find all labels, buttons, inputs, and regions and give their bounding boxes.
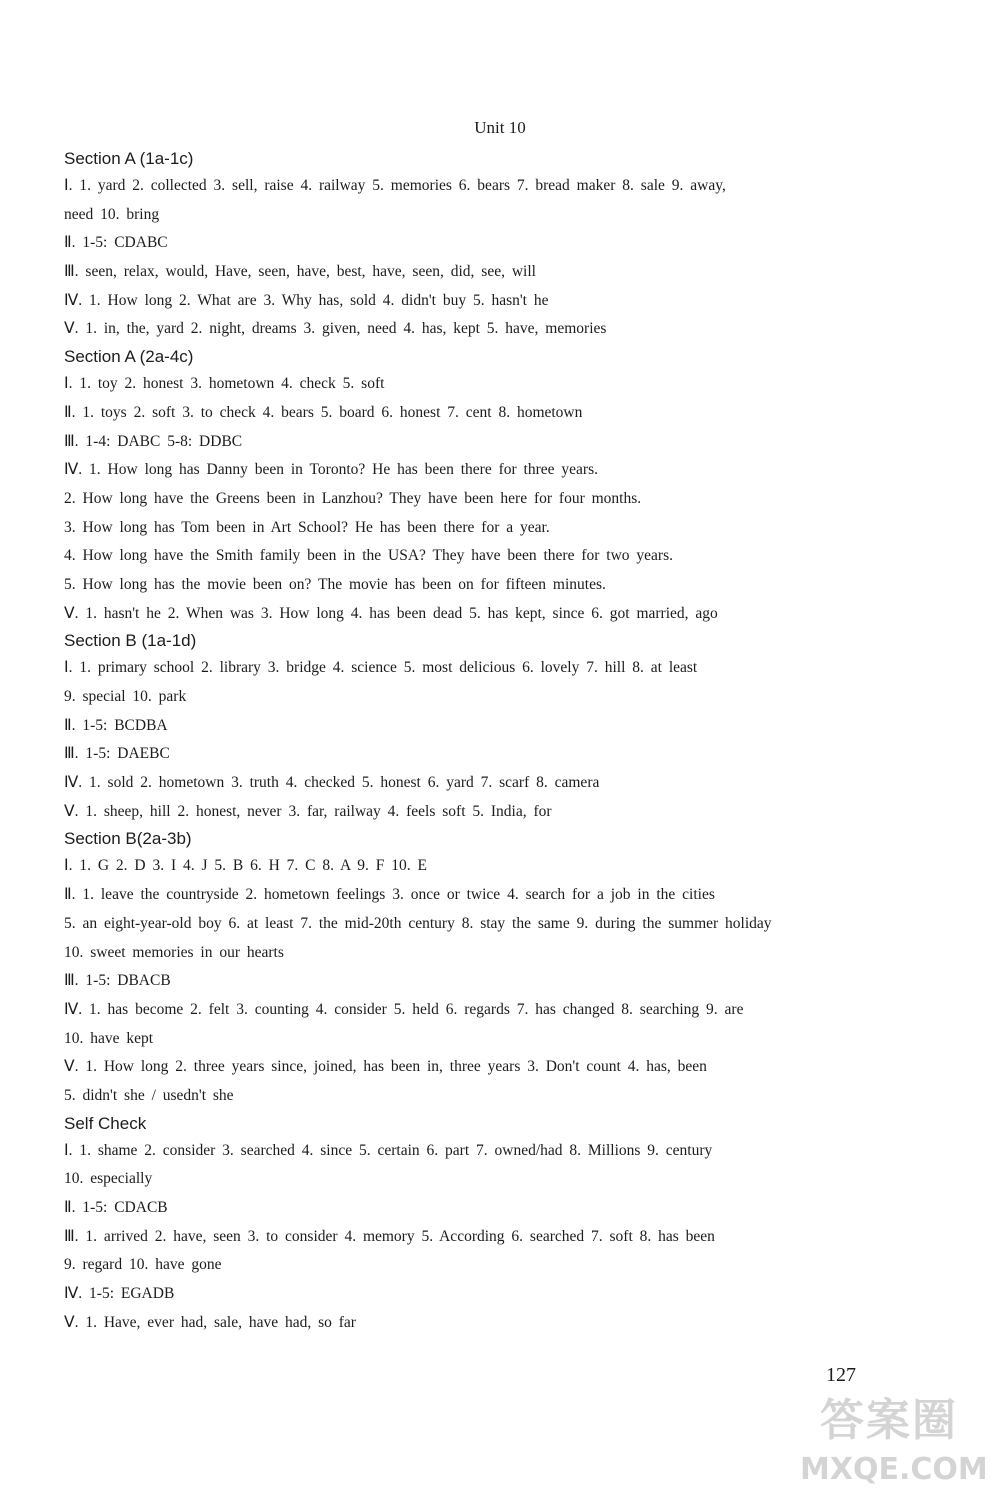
page-title: Unit 10 [474, 118, 526, 137]
answer-line: 10. especially [64, 1170, 153, 1188]
answer-content [64, 146, 914, 1337]
answer-line: Ⅲ. 1-5: DBACB [64, 972, 171, 990]
answer-line: Ⅴ. 1. in, the, yard 2. night, dreams 3. given, need 4. has, kept 5. have, memories [64, 320, 607, 338]
answer-line: Ⅳ. 1. has become 2. felt 3. counting 4. consider 5. held 6. regards 7. has changed 8. searching 9. are [64, 1000, 744, 1018]
answer-line: 4. How long have the Smith family been in the USA? They have been there for two years. [64, 547, 673, 565]
answer-line: 5. didn't she / usedn't she [64, 1086, 234, 1104]
answer-line: 9. regard 10. have gone [64, 1256, 222, 1274]
section-heading: Section B (1a-1d) [64, 631, 197, 651]
answer-line: Ⅱ. 1. toys 2. soft 3. to check 4. bears 5. board 6. honest 7. cent 8. hometown [64, 403, 583, 421]
answer-line: Ⅴ. 1. How long 2. three years since, joined, has been in, three years 3. Don't count 4. has, been [64, 1058, 707, 1076]
answer-line: Ⅰ. 1. primary school 2. library 3. bridge 4. science 5. most delicious 6. lovely 7. hill 8. at least [64, 659, 698, 677]
section-heading: Self Check [64, 1113, 147, 1133]
answer-line: 10. have kept [64, 1029, 154, 1047]
answer-line: Ⅳ. 1-5: EGADB [64, 1285, 175, 1303]
section [64, 1111, 914, 1338]
answer-line: Ⅲ. 1-5: DAEBC [64, 745, 170, 763]
answer-line: Ⅱ. 1-5: CDACB [64, 1199, 168, 1216]
answer-line: Ⅴ. 1. hasn't he 2. When was 3. How long 4. has been dead 5. has kept, since 6. got married, ago [64, 604, 718, 622]
page-number: 127 [826, 1364, 856, 1386]
answer-line: Ⅱ. 1. leave the countryside 2. hometown feelings 3. once or twice 4. search for a job in the cities [64, 886, 715, 904]
answer-line: Ⅲ. seen, relax, would, Have, seen, have, best, have, seen, did, see, will [64, 263, 536, 281]
answer-line: Ⅱ. 1-5: CDABC [64, 234, 168, 252]
answer-line: 5. How long has the movie been on? The movie has been on for fifteen minutes. [64, 575, 606, 593]
answer-line: Ⅰ. 1. yard 2. collected 3. sell, raise 4. railway 5. memories 6. bears 7. bread maker 8. sale 9. away, [64, 177, 726, 194]
answer-line: Ⅰ. 1. shame 2. consider 3. searched 4. since 5. certain 6. part 7. owned/had 8. Millions 9. century [64, 1141, 713, 1159]
watermark-text-bottom: MXQE.COM [800, 1452, 988, 1487]
answer-line: Ⅴ. 1. Have, ever had, sale, have had, so far [64, 1313, 356, 1331]
answer-line: 9. special 10. park [64, 688, 187, 705]
answer-line: 3. How long has Tom been in Art School? He has been there for a year. [64, 518, 550, 536]
section [64, 826, 914, 1110]
answer-line: Ⅰ. 1. toy 2. honest 3. hometown 4. check 5. soft [64, 375, 385, 393]
answer-line: Ⅰ. 1. G 2. D 3. I 4. J 5. B 6. H 7. C 8. A 9. F 10. E [64, 857, 427, 875]
answer-line: 2. How long have the Greens been in Lanzhou? They have been here for four months. [64, 489, 642, 507]
watermark-logo [800, 1392, 996, 1492]
section [64, 146, 914, 344]
answer-line: Ⅳ. 1. How long has Danny been in Toronto? He has been there for three years. [64, 461, 598, 479]
section-heading: Section B(2a-3b) [64, 829, 192, 849]
answer-line: Ⅳ. 1. How long 2. What are 3. Why has, sold 4. didn't buy 5. hasn't he [64, 291, 549, 309]
answer-line: Ⅴ. 1. sheep, hill 2. honest, never 3. far, railway 4. feels soft 5. India, for [64, 802, 552, 820]
section-heading: Section A (1a-1c) [64, 149, 194, 168]
answer-line: Ⅱ. 1-5: BCDBA [64, 716, 168, 734]
section [64, 628, 914, 826]
section [64, 344, 914, 628]
answer-line: 5. an eight-year-old boy 6. at least 7. the mid-20th century 8. stay the same 9. during the summer holiday [64, 914, 772, 932]
answer-line: Ⅳ. 1. sold 2. hometown 3. truth 4. checked 5. honest 6. yard 7. scarf 8. camera [64, 774, 600, 792]
answer-line: 10. sweet memories in our hearts [64, 943, 284, 961]
answer-line: need 10. bring [64, 205, 160, 223]
section-heading: Section A (2a-4c) [64, 347, 194, 367]
watermark-text-top: 答案圈 [820, 1395, 958, 1446]
answer-line: Ⅲ. 1. arrived 2. have, seen 3. to consider 4. memory 5. According 6. searched 7. soft 8. has been [64, 1227, 715, 1245]
answer-line: Ⅲ. 1-4: DABC 5-8: DDBC [64, 432, 243, 450]
